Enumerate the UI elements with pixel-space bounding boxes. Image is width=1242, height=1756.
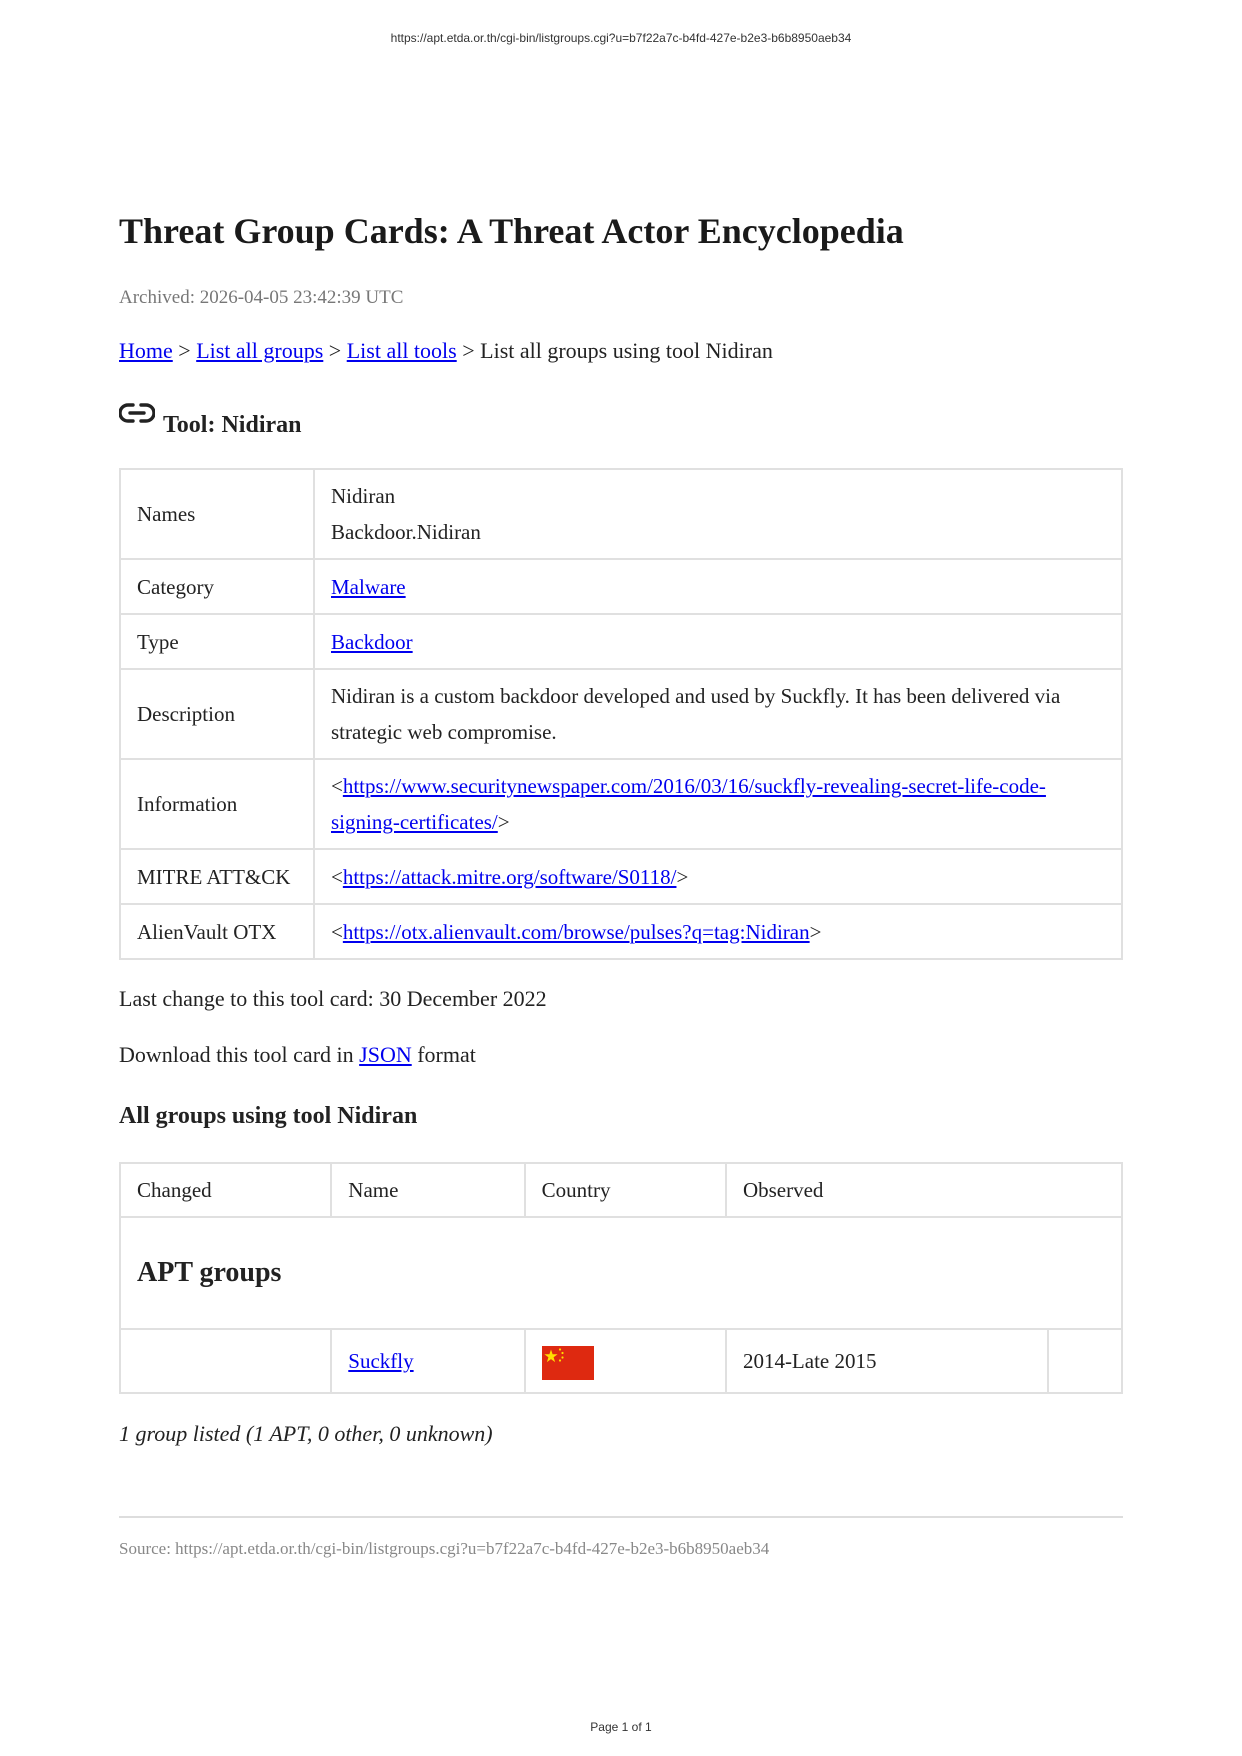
breadcrumb	[119, 338, 773, 364]
otx-link[interactable]: https://otx.alienvault.com/browse/pulses?q=tag:Nidiran	[342, 919, 810, 944]
angle-open: <	[331, 774, 343, 798]
group-link-suckfly[interactable]: Suckfly	[348, 1349, 414, 1373]
information-label: Information	[120, 759, 314, 849]
groups-table	[119, 1162, 1123, 1394]
header-changed: Changed	[120, 1163, 331, 1217]
otx-row	[120, 904, 1122, 959]
names-value	[314, 469, 1122, 559]
table-row	[120, 1329, 1122, 1393]
mitre-value	[314, 849, 1122, 904]
divider	[119, 1516, 1123, 1518]
last-change: Last change to this tool card: 30 December 2022	[119, 986, 547, 1011]
apt-section-row	[120, 1217, 1122, 1329]
breadcrumb-list-groups-link[interactable]: List all groups	[196, 338, 324, 363]
name-primary: Nidiran	[331, 484, 396, 508]
mitre-row	[120, 849, 1122, 904]
archived-timestamp: Archived: 2026-04-05 23:42:39 UTC	[119, 287, 404, 308]
angle-open: <	[331, 919, 343, 944]
type-label: Type	[120, 614, 314, 669]
otx-value	[314, 904, 1122, 959]
breadcrumb-home-link[interactable]: Home	[119, 338, 173, 363]
header-observed: Observed	[726, 1163, 1122, 1217]
download-prefix: Download this tool card in	[119, 1042, 360, 1067]
breadcrumb-current: List all groups using tool Nidiran	[480, 338, 773, 363]
apt-section-title: APT groups	[120, 1217, 1122, 1329]
description-label: Description	[120, 669, 314, 759]
angle-close: >	[676, 864, 689, 889]
json-download-link[interactable]: JSON	[359, 1042, 412, 1067]
description-row	[120, 669, 1122, 759]
angle-open: <	[331, 864, 343, 889]
information-link[interactable]: https://www.securitynewspaper.com/2016/03/16/suckfly-revealing-secret-life-code-signing-certificates/	[331, 774, 1046, 834]
type-link[interactable]: Backdoor	[331, 629, 413, 654]
breadcrumb-separator: >	[456, 338, 481, 363]
mitre-label: MITRE ATT&CK	[120, 849, 314, 904]
page-number: Page 1 of 1	[590, 1720, 652, 1734]
link-icon	[119, 400, 163, 431]
source-url: Source: https://apt.etda.or.th/cgi-bin/listgroups.cgi?u=b7f22a7c-b4fd-427e-b2e3-b6b8950aeb34	[119, 1539, 770, 1558]
category-link[interactable]: Malware	[331, 574, 406, 599]
names-row	[120, 469, 1122, 559]
information-value	[314, 759, 1122, 849]
groups-summary: 1 group listed (1 APT, 0 other, 0 unknown)	[119, 1421, 493, 1446]
download-line	[119, 1042, 476, 1068]
groups-heading: All groups using tool Nidiran	[119, 1103, 418, 1129]
information-row	[120, 759, 1122, 849]
tool-title: Tool: Nidiran	[163, 412, 302, 438]
breadcrumb-separator: >	[323, 338, 347, 363]
description-value: Nidiran is a custom backdoor developed and used by Suckfly. It has been delivered via strategic web compromise.	[314, 669, 1122, 759]
mitre-link[interactable]: https://attack.mitre.org/software/S0118/	[342, 864, 677, 889]
page-title: Threat Group Cards: A Threat Actor Encyclopedia	[119, 211, 904, 251]
groups-header-row	[120, 1163, 1122, 1217]
breadcrumb-list-tools-link[interactable]: List all tools	[346, 338, 457, 363]
print-header-url: https://apt.etda.or.th/cgi-bin/listgroups.cgi?u=b7f22a7c-b4fd-427e-b2e3-b6b8950aeb34	[390, 31, 852, 45]
angle-close: >	[809, 919, 822, 944]
tool-info-table	[119, 468, 1123, 960]
row-changed	[120, 1329, 331, 1393]
names-label: Names	[120, 469, 314, 559]
otx-label: AlienVault OTX	[120, 904, 314, 959]
row-observed: 2014-Late 2015	[726, 1329, 1048, 1393]
row-country	[525, 1329, 726, 1393]
name-alias: Backdoor.Nidiran	[331, 520, 481, 544]
breadcrumb-separator: >	[172, 338, 197, 363]
category-label: Category	[120, 559, 314, 614]
download-suffix: format	[411, 1042, 476, 1067]
type-row	[120, 614, 1122, 669]
category-row	[120, 559, 1122, 614]
tool-heading	[119, 400, 301, 439]
header-country: Country	[525, 1163, 726, 1217]
header-name: Name	[331, 1163, 524, 1217]
angle-close: >	[497, 810, 510, 834]
row-extra	[1048, 1329, 1122, 1393]
china-flag-icon	[542, 1346, 594, 1380]
